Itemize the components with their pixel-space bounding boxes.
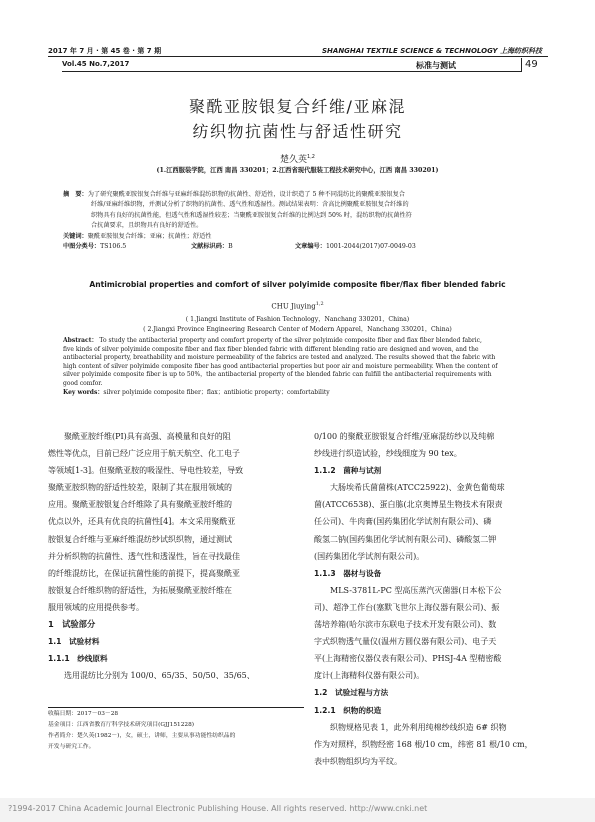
journal-name: SHANGHAI TEXTILE SCIENCE & TECHNOLOGY 上海纺织科技	[322, 47, 543, 55]
author: 楚久英$^{1,2}$	[280, 154, 315, 165]
abstract-en-label: Abstract：	[63, 337, 98, 344]
section-heading-1-2-1: 1.2.1 织物的织造	[314, 705, 382, 715]
footer-copyright: ?1994-2017 China Academic Journal Electronic Publishing House. All rights reserved. http://www.cnki.net	[8, 804, 428, 813]
classification-line: 中图分类号：TS106.5 文献标识码：B 文章编号：1001-2044(2017)07-0049-03	[63, 243, 416, 251]
abstract-cn: 摘 要：为了研究聚酰亚胺银复合纤维与亚麻纤维混纺织物的抗菌性、舒适性，设计织造了 5 种不同混纺比的聚酰亚胺银复合 纤维/亚麻纤维织物，并测试分析了织物的抗菌性、透气性和透湿性。测试结果表明：含高比例聚酰亚胺银复合纤维的 织物具有良好的抗菌性能，但透气性和透湿性较差；当聚酰亚胺银复合纤维的比例达到 50% 时，混纺织物的抗菌性符 合抗菌要求，且织物具有良好的舒适性。 关键词：聚酰亚胺银复合纤维；亚麻；抗菌性；舒适性 中图分类号：TS106.5 文献标识码：B 文章编号：1001-2044(2017)07-0049-03	[63, 190, 535, 252]
section-name: 标准与测试	[416, 61, 456, 70]
section-heading-1-1-2: 1.1.2 菌种与试剂	[314, 466, 382, 476]
footer-bar	[0, 798, 595, 822]
affiliation: (1.江西服装学院，江西 南昌 330201；2.江西省现代服装工程技术研究中心，江西 南昌 330201)	[156, 167, 439, 174]
affiliation-en-1: ( 1.Jiangxi Institute of Fashion Technology，Nanchang 330201，China)	[185, 316, 410, 323]
header-rule-top	[48, 56, 548, 57]
right-column: 0/100 的聚酰亚胺银复合纤维/亚麻混纺纱以及纯棉 纱线进行织造试验，纱线细度为 90 tex。 1.1.2 菌种与试剂 大肠埃希氏菌菌株(ATCC25922)、金黄色葡萄球 菌(ATCC6538)、蛋白胨(北京奥博星生物技术有限责 任公司)、牛肉膏(国药集团化学试剂有限公司)、磷 酸氢二钠(国药集团化学试剂有限公司)、磷酸氢二钾 (国药集团化学试剂有限公司)。 1.1.3 器材与设备 MLS-3781L-PC 型高压蒸汽灭菌器(日本松下公 司)、超净工作台(塞默飞世尔上海仪器有限公司)、振 荡培养箱(哈尔滨市东联电子技术开发有限公司)、数 字式织物透气量仪(温州方圆仪器有限公司)、电子天 平(上海精密仪器仪表有限公司)、PHSJ-4A 型精密酸 度计(上海精科仪器有限公司)。 1.2 试验过程与方法 1.2.1 织物的织造 织物规格见表 1，此外利用纯棉纱线织造 6# 织物 作为对照样，织物经密 168 根/10 cm，纬密 81 根/10 cm， 表中织物组织均为平纹。	[314, 428, 550, 770]
left-column: 聚酰亚胺纤维(PI)具有高强、高模量和良好的阻 燃性等优点，目前已经广泛应用于航天航空、化工电子 等领域[1-3]。但聚酰亚胺的吸湿性、导电性较差，导致 聚酰亚胺织物的舒适性较差，限制了其在服用领域的 应用。聚酰亚胺银复合纤维除了具有聚酰亚胺纤维的 优点以外，还具有优良的抗菌性[4]。本文采用聚酰亚 胺银复合纤维与亚麻纤维混纺纱试织织物，通过测试 并分析织物的抗菌性、透气性和透湿性，旨在寻找最佳 的纤维混纺比，在保证抗菌性能的前提下，提高聚酰亚 胺银复合纤维织物的舒适性，为拓展聚酰亚胺纤维在 服用领域的应用提供参考。 1 试验部分 1.1 试验材料 1.1.1 纱线原料 选用混纺比分别为 100/0、65/35、50/50、35/65、	[48, 428, 304, 684]
abstract-label: 摘 要：	[63, 191, 88, 198]
title-line-2: 纺织物抗菌性与舒适性研究	[192, 122, 403, 141]
affiliation-en-2: ( 2.Jiangxi Province Engineering Research Center of Modern Apparel，Nanchang 330201，China)	[143, 326, 452, 333]
header-rule-bottom	[62, 71, 522, 72]
journal-volume: Vol.45 No.7,2017	[62, 60, 130, 68]
footnote-rule	[48, 707, 304, 708]
title-line-1: 聚酰亚胺银复合纤维/亚麻混	[189, 97, 406, 116]
title-en: Antimicrobial properties and comfort of silver polyimide composite fiber/flax fiber blended fabric	[89, 280, 506, 289]
section-heading-1-2: 1.2 试验过程与方法	[314, 688, 389, 698]
journal-issue: 2017 年 7 月 · 第 45 卷 · 第 7 期	[48, 47, 162, 55]
section-heading-1-1-1: 1.1.1 纱线原料	[48, 654, 108, 664]
page-number: 49	[521, 58, 549, 72]
keywords-en: Key words：silver polyimide composite fiber；flax；antibiotic property；comfortability	[63, 388, 330, 396]
section-heading-1-1: 1.1 试验材料	[48, 637, 100, 647]
footnote: 收稿日期：2017－03－28 基金项目：江西省教育厅科学技术研究项目(GJJ151228) 作者简介：楚久英(1982－)，女，硕士，讲师，主要从事功能性纺织品的 开发与研究工作。	[48, 711, 236, 750]
section-heading-1-1-3: 1.1.3 器材与设备	[314, 568, 382, 578]
keywords-cn: 关键词：聚酰亚胺银复合纤维；亚麻；抗菌性；舒适性	[63, 232, 212, 240]
section-heading-1: 1 试验部分	[48, 619, 96, 630]
abstract-en: Abstract： To study the antibacterial property and comfort property of the silver polyimide composite fiber and flax fiber blended fabric, five kinds of silver polyimide composite fiber and flax fiber blended fabric with different blending ratio are designed and woven, and the antibacterial property, breathability and moisture permeability of the fabrics are tested and analyzed. The results showed that the fabric with high content of silver polyimide composite fiber has good antibacterial properties but poor air and moisture permeability. When the content of silver polyimide composite fiber is up to 50%，the antibacterial property of the blended fabric can fulfill the antibacterial requirements with good comfor. Key words：silver polyimide composite fiber；flax；antibiotic property；comfortability	[63, 337, 535, 397]
author-en: CHU Jiuying$^{1,2}$	[271, 301, 324, 311]
